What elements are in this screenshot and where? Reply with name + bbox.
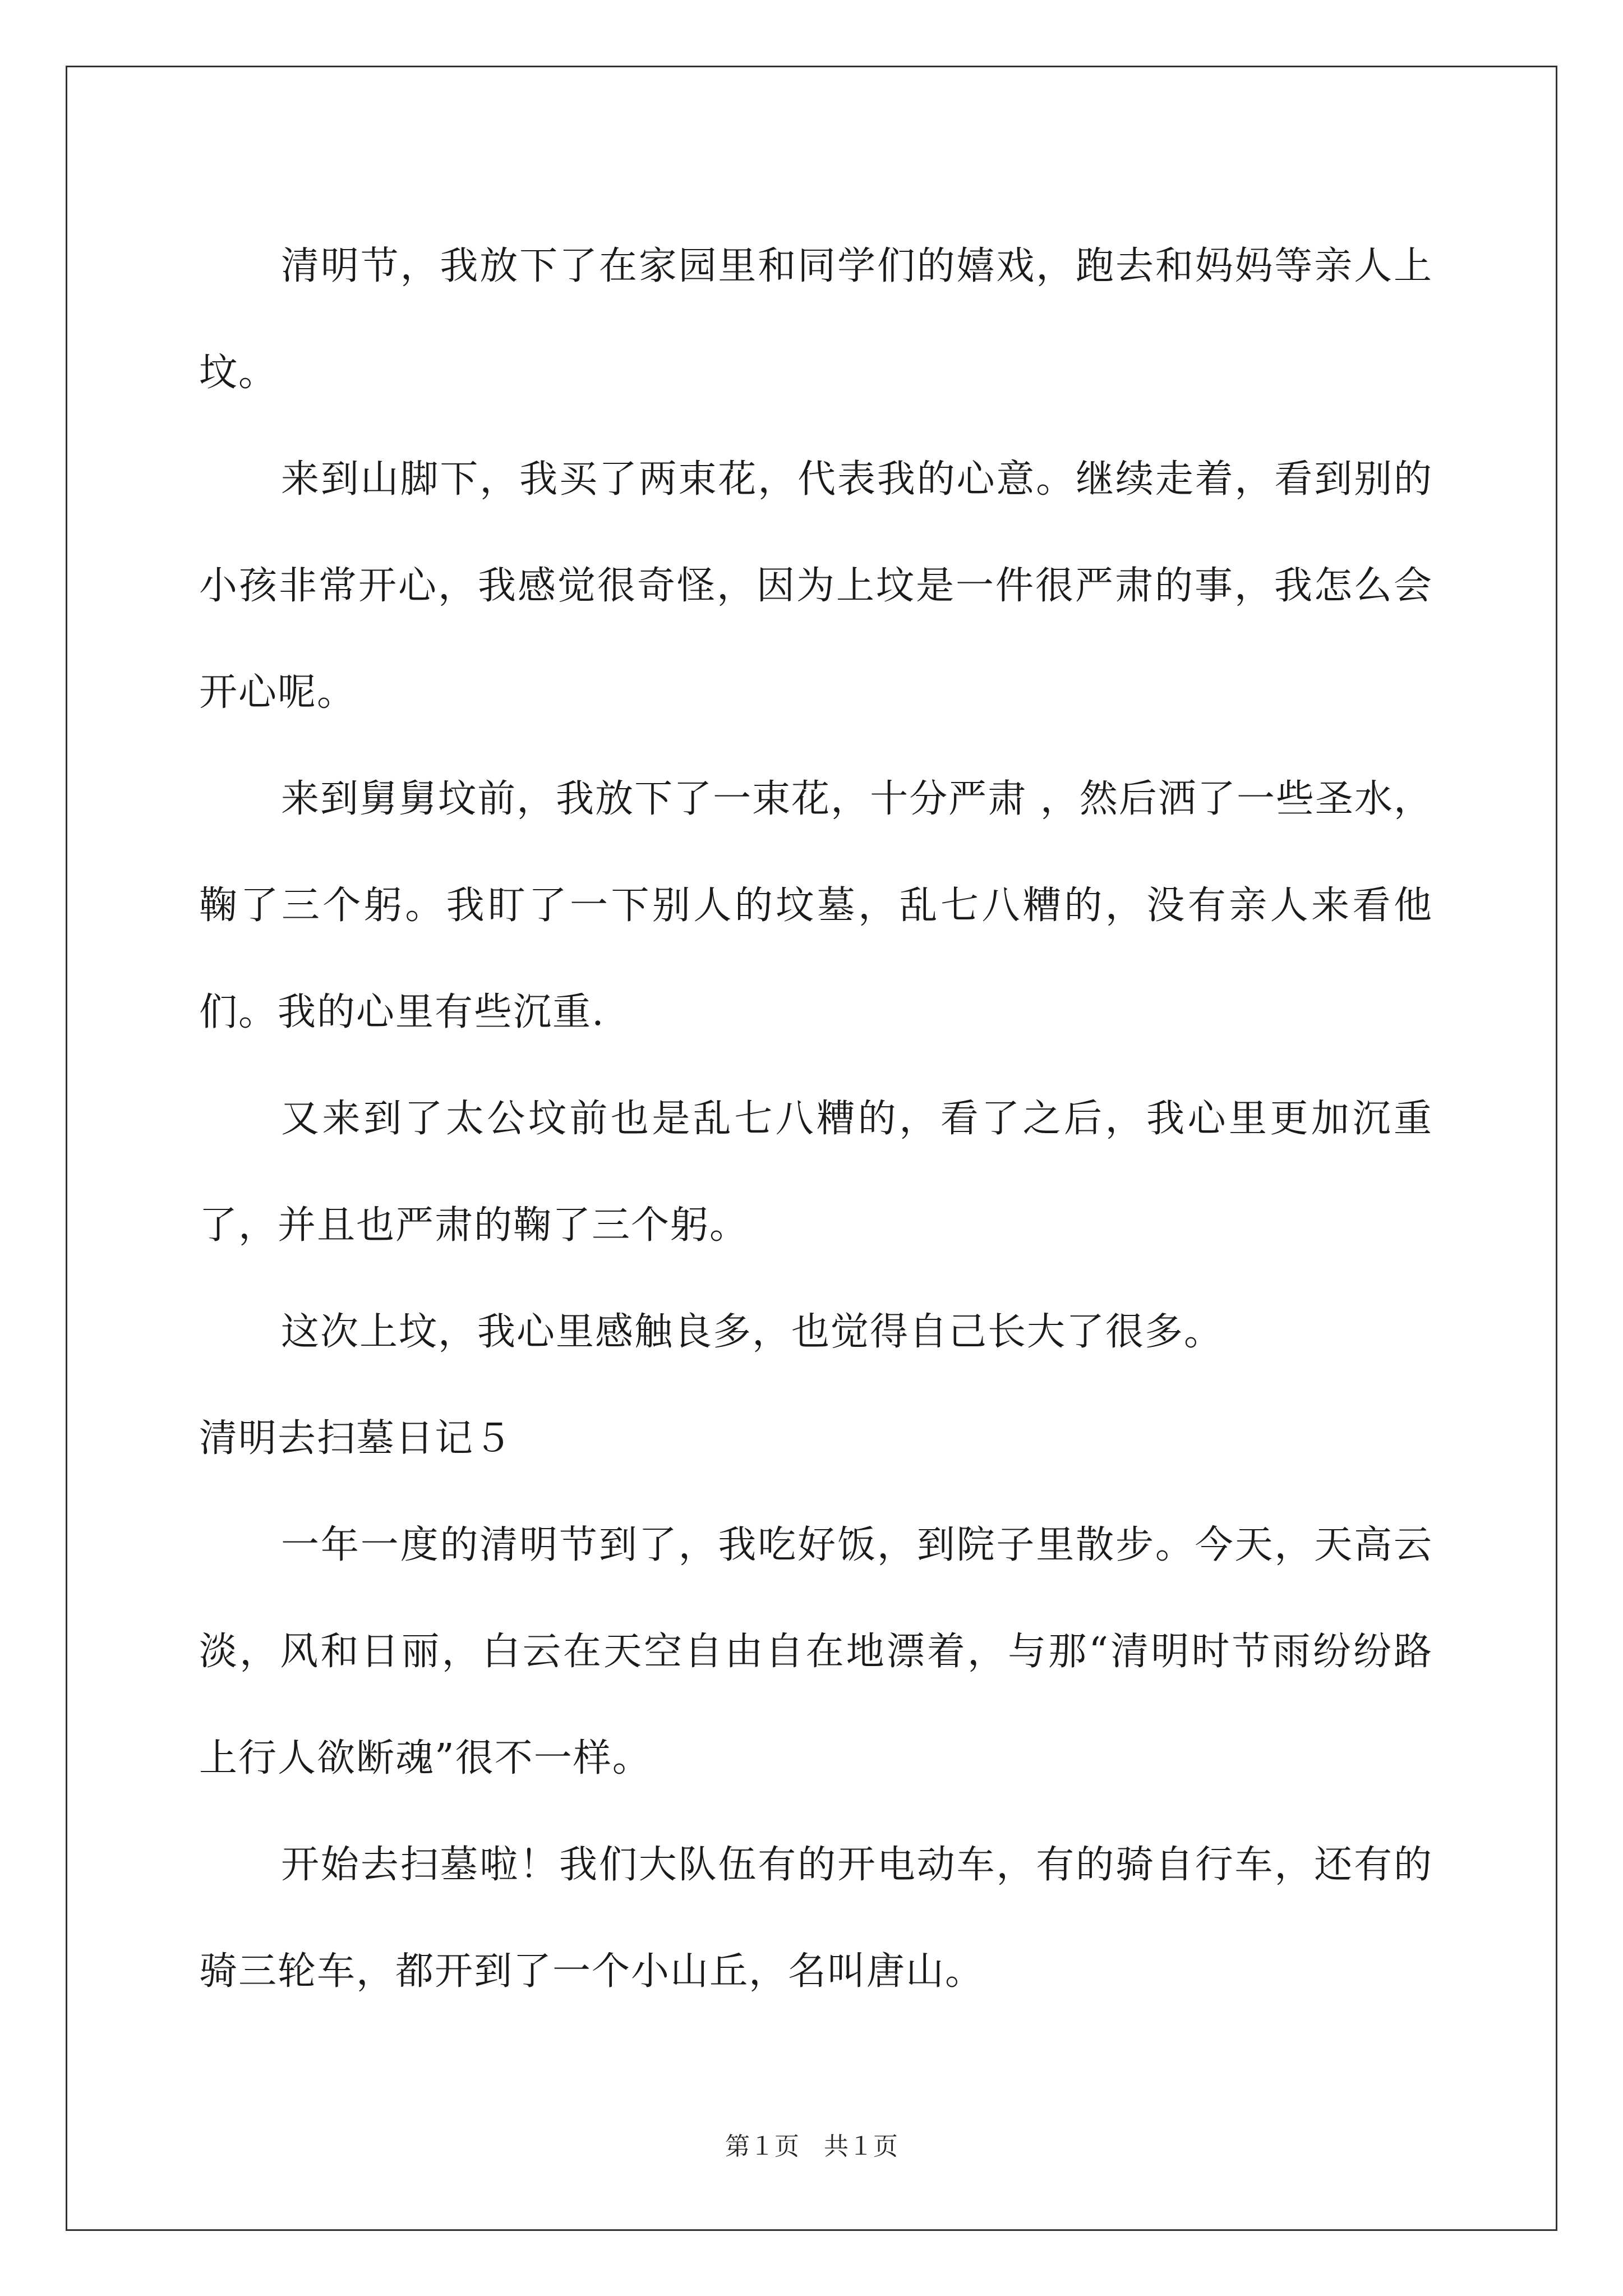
paragraph-3: 来到舅舅坟前，我放下了一束花，十分严肃 ，然后洒了一些圣水，鞠了三个躬。我盯了一下别人的坟墓，乱七八糟的，没有亲人来看他们。我的心里有些沉重. bbox=[199, 777, 1433, 1034]
paragraph-1: 清明节，我放下了在家园里和同学们的嬉戏，跑去和妈妈等亲人上坟。 bbox=[199, 244, 1433, 395]
section-heading: 清明去扫墓日记５ bbox=[199, 1416, 514, 1461]
document-body bbox=[199, 213, 1433, 2025]
paragraph-6: 一年一度的清明节到了，我吃好饭，到院子里散步。今天，天高云淡，风和日丽，白云在天空自由自在地漂着，与那“清明时节雨纷纷路上行人欲断魂”很不一样。 bbox=[199, 1523, 1433, 1780]
paragraph-7: 开始去扫墓啦！我们大队伍有的开电动车，有的骑自行车，还有的骑三轮车，都开到了一个小山丘，名叫唐山。 bbox=[199, 1843, 1433, 1994]
paragraph-5: 这次上坟，我心里感触良多，也觉得自己长大了很多。 bbox=[281, 1310, 1224, 1354]
paragraph-4: 又来到了太公坟前也是乱七八糟的，看了之后，我心里更加沉重了，并且也严肃的鞠了三个躬。 bbox=[199, 1097, 1433, 1248]
paragraph-2: 来到山脚下，我买了两束花，代表我的心意。继续走着，看到别的小孩非常开心，我感觉很奇怪，因为上坟是一件很严肃的事，我怎么会开心呢。 bbox=[199, 457, 1433, 715]
page-number-footer: 第１页 共１页 bbox=[725, 2132, 898, 2161]
